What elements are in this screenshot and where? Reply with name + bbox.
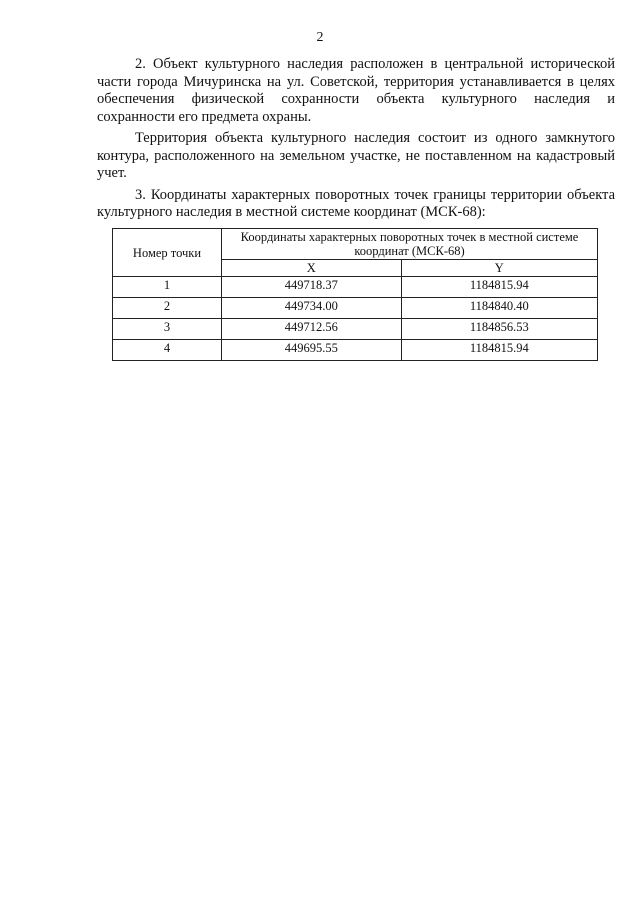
cell-y: 1184840.40	[401, 298, 597, 319]
header-coordinates: Координаты характерных поворотных точек в местной системе координат (МСК-68)	[222, 229, 598, 260]
table-row	[113, 298, 598, 319]
table-row	[113, 340, 598, 361]
coordinates-table	[112, 228, 598, 361]
cell-point-number: 4	[113, 340, 222, 361]
paragraph-location: 2. Объект культурного наследия расположен в центральной исторической части города Мичуринска на ул. Советской, территория устанавливается в целях обеспечения физической сохранности объекта культурного наследия и сохранности его предмета охраны.	[97, 56, 615, 125]
cell-x: 449718.37	[222, 277, 402, 298]
paragraph-territory: Территория объекта культурного наследия состоит из одного замкнутого контура, расположенного на земельном участке, не поставленном на кадастровый учет.	[97, 130, 615, 181]
page-number: 2	[316, 30, 324, 45]
cell-point-number: 1	[113, 277, 222, 298]
cell-point-number: 2	[113, 298, 222, 319]
cell-y: 1184856.53	[401, 319, 597, 340]
paragraph-coordinates-intro: 3. Координаты характерных поворотных точек границы территории объекта культурного наследия в местной системе координат (МСК-68):	[97, 186, 615, 220]
cell-y: 1184815.94	[401, 277, 597, 298]
table-header-row	[113, 229, 598, 260]
cell-x: 449695.55	[222, 340, 402, 361]
table-row	[113, 319, 598, 340]
cell-point-number: 3	[113, 319, 222, 340]
header-point-number: Номер точки	[113, 229, 222, 277]
cell-x: 449734.00	[222, 298, 402, 319]
header-y: Y	[401, 260, 597, 277]
table-row	[113, 277, 598, 298]
document-body	[97, 56, 615, 226]
header-x: X	[222, 260, 402, 277]
cell-y: 1184815.94	[401, 340, 597, 361]
cell-x: 449712.56	[222, 319, 402, 340]
